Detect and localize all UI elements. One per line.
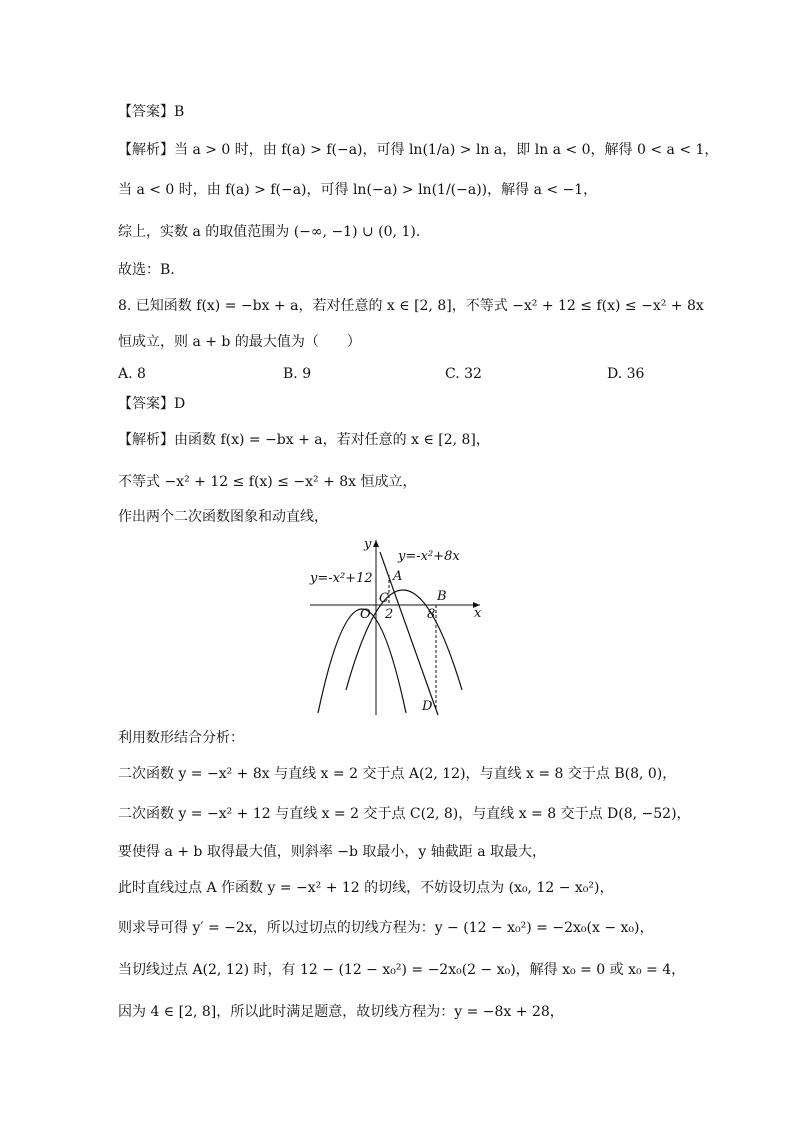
curve-x2-plus-12 bbox=[318, 609, 406, 713]
axis-x-label: x bbox=[474, 606, 482, 621]
analysis-8-line-3: 作出两个二次函数图象和动直线， bbox=[118, 509, 328, 525]
question-8-line-1: 8. 已知函数 f(x) = −bx + a，若对任意的 x ∈ [2, 8]，不等式 −x² + 12 ≤ f(x) ≤ −x² + 8x bbox=[118, 298, 704, 314]
analysis-8-line-2: 不等式 −x² + 12 ≤ f(x) ≤ −x² + 8x 恒成立， bbox=[118, 474, 417, 490]
label-curve-12: y=-x²+12 bbox=[310, 571, 373, 586]
analysis-8-line-4: 利用数形结合分析： bbox=[118, 730, 244, 746]
label-tick-8: 8 bbox=[427, 607, 436, 622]
analysis-7-line-1: 【解析】当 a > 0 时，由 f(a) > f(−a)，可得 ln(1/a) > ln a，即 ln a < 0，解得 0 < a < 1， bbox=[118, 142, 719, 158]
question-8-line-2: 恒成立，则 a + b 的最大值为（ ） bbox=[118, 334, 361, 350]
analysis-8-line-9: 则求导可得 y′ = −2x，所以过切点的切线方程为：y − (12 − x₀²) = −2x₀(x − x₀)， bbox=[118, 920, 654, 936]
analysis-8-line-5: 二次函数 y = −x² + 8x 与直线 x = 2 交于点 A(2, 12)，与直线 x = 8 交于点 B(8, 0)， bbox=[118, 766, 677, 782]
label-point-d: D bbox=[422, 699, 433, 714]
y-axis-arrow bbox=[373, 540, 379, 547]
analysis-7-conclusion: 综上，实数 a 的取值范围为 (−∞, −1) ∪ (0, 1). bbox=[118, 224, 421, 240]
analysis-8-line-1: 【解析】由函数 f(x) = −bx + a，若对任意的 x ∈ [2, 8]， bbox=[118, 432, 490, 448]
analysis-8-line-11: 因为 4 ∈ [2, 8]，所以此时满足题意，故切线方程为：y = −8x + 28， bbox=[118, 1004, 564, 1020]
label-tick-2: 2 bbox=[385, 607, 394, 622]
label-origin: O bbox=[360, 607, 371, 622]
analysis-8-line-7: 要使得 a + b 取得最大值，则斜率 −b 取最小，y 轴截距 a 取最大， bbox=[118, 844, 547, 860]
label-point-a: A bbox=[393, 569, 403, 584]
analysis-8-line-8: 此时直线过点 A 作函数 y = −x² + 12 的切线，不妨设切点为 (x₀, 12 − x₀²)， bbox=[118, 880, 614, 896]
label-point-c: C bbox=[379, 591, 389, 606]
option-b: B. 9 bbox=[283, 366, 312, 382]
parabola-graph bbox=[300, 530, 500, 720]
label-point-b: B bbox=[437, 589, 447, 604]
analysis-7-line-2: 当 a < 0 时，由 f(a) > f(−a)，可得 ln(−a) > ln(1/(−a))，解得 a < −1， bbox=[118, 182, 598, 198]
option-a: A. 8 bbox=[118, 366, 146, 382]
axis-y-label: y bbox=[364, 537, 372, 552]
option-c: C. 32 bbox=[445, 366, 482, 382]
answer-header-7: 【答案】B bbox=[118, 104, 185, 120]
label-curve-8x: y=-x²+8x bbox=[398, 549, 460, 564]
choice-7: 故选：B. bbox=[118, 262, 175, 278]
option-d: D. 36 bbox=[607, 366, 645, 382]
answer-header-8: 【答案】D bbox=[118, 396, 186, 412]
analysis-8-line-6: 二次函数 y = −x² + 12 与直线 x = 2 交于点 C(2, 8)，与直线 x = 8 交于点 D(8, −52)， bbox=[118, 806, 691, 822]
analysis-8-line-10: 当切线过点 A(2, 12) 时，有 12 − (12 − x₀²) = −2x₀(2 − x₀)，解得 x₀ = 0 或 x₀ = 4， bbox=[118, 962, 686, 978]
